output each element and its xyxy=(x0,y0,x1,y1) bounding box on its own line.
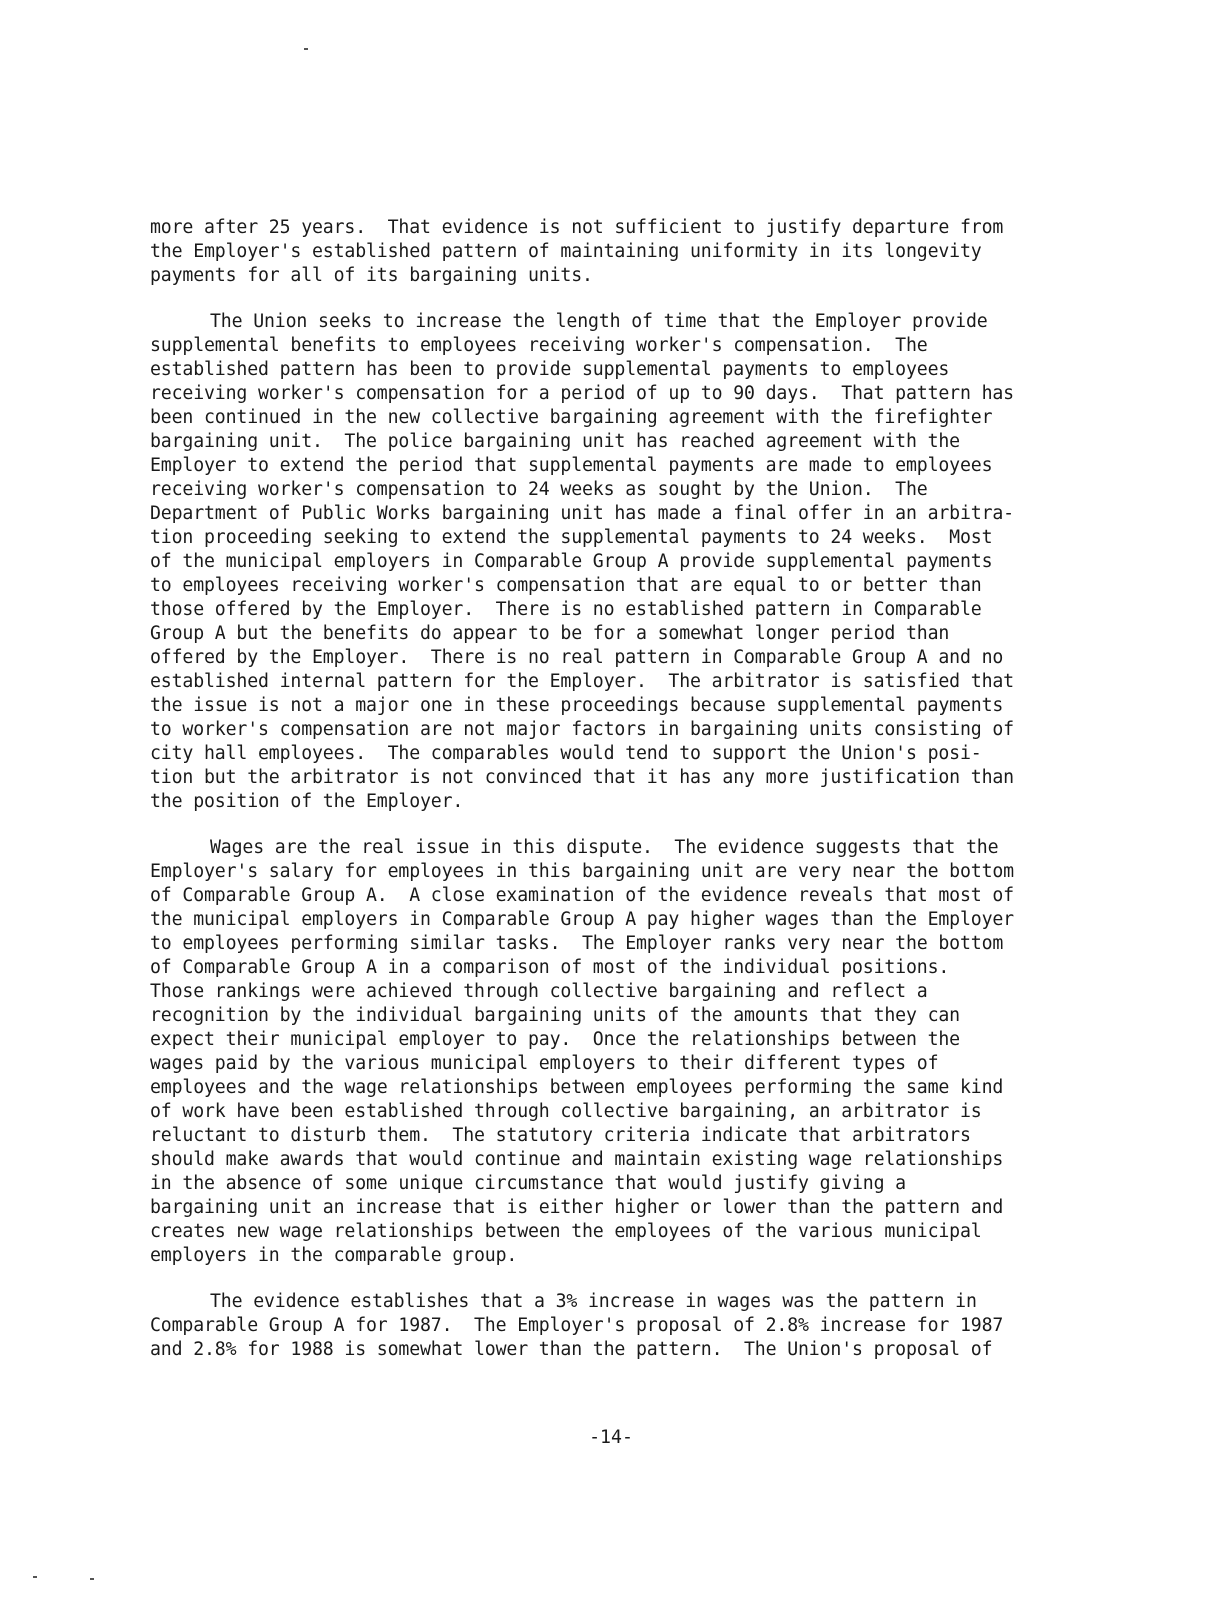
text-line: employees and the wage relationships between employees performing the same kind xyxy=(150,1077,1004,1098)
text-line: expect their municipal employer to pay. Once the relationships between the xyxy=(150,1029,960,1050)
text-line: and 2.8% for 1988 is somewhat lower than the pattern. The Union's proposal of xyxy=(150,1339,993,1360)
text-line: established internal pattern for the Employer. The arbitrator is satisfied that xyxy=(150,671,1014,692)
text-line: The evidence establishes that a 3% increase in wages was the pattern in xyxy=(210,1291,977,1312)
text-line: more after 25 years. That evidence is not sufficient to justify departure from xyxy=(150,217,1004,238)
text-line: of Comparable Group A in a comparison of most of the individual positions. xyxy=(150,957,950,978)
text-line: the position of the Employer. xyxy=(150,791,464,812)
text-line: employers in the comparable group. xyxy=(150,1245,518,1266)
text-line: in the absence of some unique circumstance that would justify giving a xyxy=(150,1173,906,1194)
page-number: -14- xyxy=(589,1427,633,1448)
text-line: Comparable Group A for 1987. The Employer's proposal of 2.8% increase for 1987 xyxy=(150,1315,1004,1336)
text-line: receiving worker's compensation for a period of up to 90 days. That pattern has xyxy=(150,383,1014,404)
text-line: tion but the arbitrator is not convinced that it has any more justification than xyxy=(150,767,1014,788)
scan-speck xyxy=(304,48,308,50)
text-line: Employer to extend the period that supplemental payments are made to employees xyxy=(150,455,993,476)
text-line: Those rankings were achieved through collective bargaining and reflect a xyxy=(150,981,928,1002)
text-line: to employees receiving worker's compensation that are equal to or better than xyxy=(150,575,982,596)
text-line: city hall employees. The comparables would tend to support the Union's posi- xyxy=(150,743,982,764)
text-line: Department of Public Works bargaining unit has made a final offer in an arbitra- xyxy=(150,503,1014,524)
text-line: of work have been established through collective bargaining, an arbitrator is xyxy=(150,1101,982,1122)
scan-speck xyxy=(90,1578,94,1580)
text-line: the municipal employers in Comparable Group A pay higher wages than the Employer xyxy=(150,909,1014,930)
text-line: of Comparable Group A. A close examination of the evidence reveals that most of xyxy=(150,885,1014,906)
text-line: The Union seeks to increase the length of time that the Employer provide xyxy=(210,311,988,332)
text-line: Wages are the real issue in this dispute. The evidence suggests that the xyxy=(210,837,999,858)
text-line: Employer's salary for employees in this bargaining unit are very near the bottom xyxy=(150,861,1014,882)
text-line: those offered by the Employer. There is no established pattern in Comparable xyxy=(150,599,982,620)
text-line: the issue is not a major one in these proceedings because supplemental payments xyxy=(150,695,1004,716)
text-line: to worker's compensation are not major factors in bargaining units consisting of xyxy=(150,719,1014,740)
text-line: bargaining unit an increase that is either higher or lower than the pattern and xyxy=(150,1197,1004,1218)
text-line: established pattern has been to provide supplemental payments to employees xyxy=(150,359,950,380)
text-line: wages paid by the various municipal employers to their different types of xyxy=(150,1053,939,1074)
text-line: recognition by the individual bargaining units of the amounts that they can xyxy=(150,1005,960,1026)
scan-speck xyxy=(33,1576,37,1578)
text-line: of the municipal employers in Comparable Group A provide supplemental payments xyxy=(150,551,993,572)
text-line: should make awards that would continue and maintain existing wage relationships xyxy=(150,1149,1004,1170)
text-line: offered by the Employer. There is no real pattern in Comparable Group A and no xyxy=(150,647,1004,668)
text-line: receiving worker's compensation to 24 weeks as sought by the Union. The xyxy=(150,479,928,500)
text-line: reluctant to disturb them. The statutory criteria indicate that arbitrators xyxy=(150,1125,971,1146)
text-line: to employees performing similar tasks. The Employer ranks very near the bottom xyxy=(150,933,1004,954)
text-line: tion proceeding seeking to extend the supplemental payments to 24 weeks. Most xyxy=(150,527,993,548)
text-line: been continued in the new collective bargaining agreement with the firefighter xyxy=(150,407,993,428)
text-line: bargaining unit. The police bargaining unit has reached agreement with the xyxy=(150,431,960,452)
text-line: supplemental benefits to employees receiving worker's compensation. The xyxy=(150,335,928,356)
text-line: payments for all of its bargaining units. xyxy=(150,265,593,286)
text-line: the Employer's established pattern of maintaining uniformity in its longevity xyxy=(150,241,982,262)
text-line: creates new wage relationships between the employees of the various municipal xyxy=(150,1221,982,1242)
text-line: Group A but the benefits do appear to be for a somewhat longer period than xyxy=(150,623,950,644)
